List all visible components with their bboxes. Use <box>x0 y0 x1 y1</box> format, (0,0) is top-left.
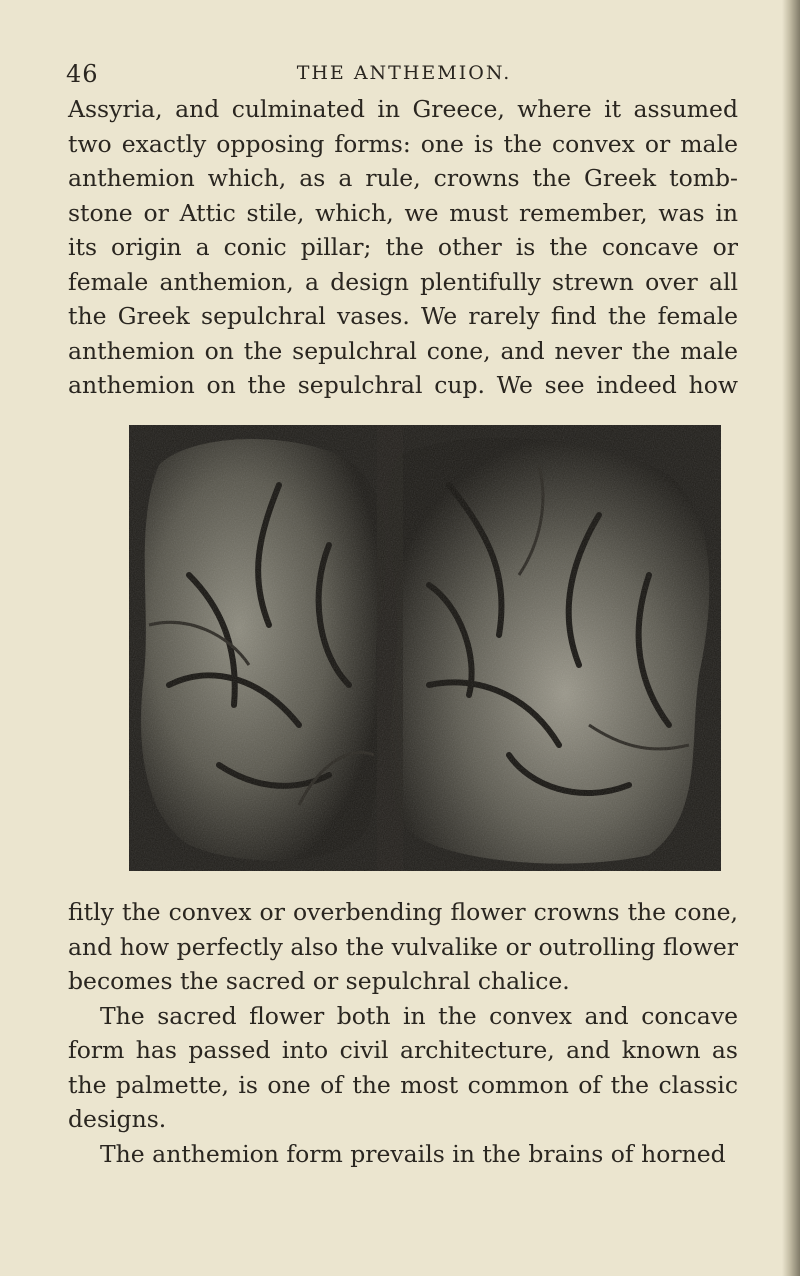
running-head <box>66 60 742 90</box>
bottom-text-block <box>68 895 738 1171</box>
running-title: THE ANTHEMION. <box>296 62 512 84</box>
plate-photograph-image <box>129 425 721 871</box>
continuation-paragraph: fitly the convex or overbending flower crowns the cone, and how perfectly also the vulvalike or outrolling flower becomes the sacred or sepulchral chalice. <box>68 898 738 995</box>
page-number: 46 <box>66 60 99 88</box>
paragraph-three: The anthemion form prevails in the brains of horned <box>100 1139 726 1168</box>
top-paragraph: Assyria, and culminated in Greece, where it assumed two exactly opposing forms: one is the convex or male anthemion which, as a rule, crowns the Greek tomb-stone or Attic stile, which, we must remember, was in its origin a conic pillar; the other is the concave or female anthemion, a design plentifully strewn over all the Greek sepulchral vases. We rarely find the female anthemion on the sepulchral cone, and never the male anthemion on the sepulchral cup. We see indeed how <box>68 95 738 399</box>
page-edge-shadow <box>782 0 800 1276</box>
paragraph-two: The sacred flower both in the convex and concave form has passed into civil architecture, and known as the palmette, is one of the most common of the classic designs. <box>68 1001 738 1133</box>
top-paragraph-block <box>68 92 738 403</box>
photograph-figure <box>129 425 721 871</box>
